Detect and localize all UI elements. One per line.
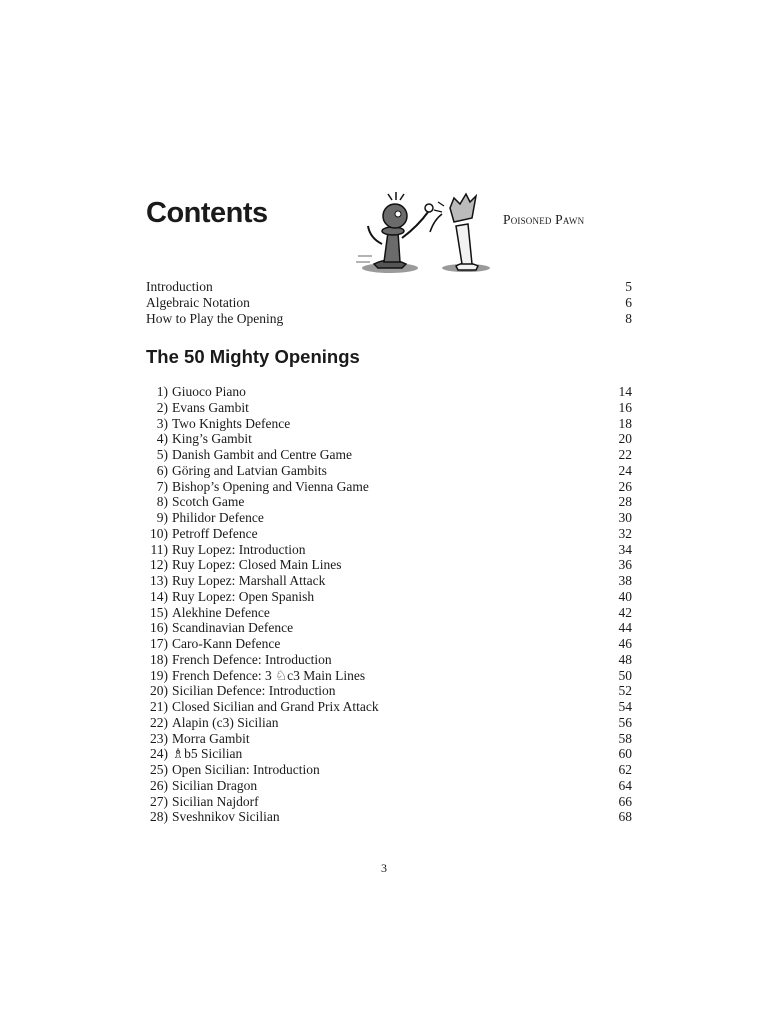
toc-entry-page: 8	[625, 311, 632, 326]
toc-entry-title: Danish Gambit and Centre Game	[172, 447, 352, 462]
toc-entry-title: Evans Gambit	[172, 399, 249, 415]
toc-entry-number: 4)	[156, 431, 168, 447]
toc-entry-number: 18)	[150, 651, 168, 667]
toc-entry[interactable]	[146, 479, 632, 495]
toc-entry-number: 7)	[156, 478, 168, 494]
toc-entry[interactable]	[146, 311, 632, 327]
toc-entry-title: Closed Sicilian and Grand Prix Attack	[172, 699, 379, 714]
toc-entry[interactable]	[146, 400, 632, 416]
toc-entry-page: 24	[618, 462, 632, 478]
toc-entry-number: 9)	[156, 510, 168, 525]
toc-entry-number: 13)	[150, 573, 168, 588]
toc-entry-page: 54	[618, 699, 632, 714]
toc-entry-page: 42	[618, 604, 632, 620]
toc-entry-page: 64	[618, 777, 632, 793]
toc-entry-title: Sveshnikov Sicilian	[172, 809, 280, 825]
toc-entry-page: 34	[618, 541, 632, 557]
toc-entry-page: 32	[618, 525, 632, 541]
toc-entry-title: King’s Gambit	[172, 431, 252, 447]
toc-entry-number: 19)	[150, 667, 168, 683]
toc-entry-page: 48	[618, 651, 632, 667]
page-title: Contents	[146, 197, 268, 229]
toc-entry[interactable]	[146, 526, 632, 542]
toc-entry-page: 28	[618, 494, 632, 510]
toc-entry-title: French Defence: 3 ♘c3 Main Lines	[172, 667, 366, 683]
page-number: 3	[381, 861, 387, 875]
section-heading: The 50 Mighty Openings	[146, 346, 360, 367]
toc-entry-page: 50	[618, 667, 632, 683]
toc-entry-title: Scandinavian Defence	[172, 620, 294, 636]
toc-entry[interactable]	[146, 279, 632, 295]
toc-entry-number: 12)	[150, 557, 168, 573]
toc-entry-number: 23)	[150, 730, 168, 746]
toc-entry[interactable]	[146, 384, 632, 400]
toc-entry-page: 26	[618, 478, 632, 494]
toc-entry[interactable]	[146, 746, 632, 762]
toc-entry-page: 68	[618, 809, 632, 825]
toc-entry[interactable]	[146, 463, 632, 479]
toc-entry[interactable]	[146, 295, 632, 311]
chess-pieces-cartoon-icon	[338, 186, 508, 278]
toc-entry-title: Bishop’s Opening and Vienna Game	[172, 478, 369, 494]
toc-entry-page: 46	[618, 636, 632, 651]
toc-entry-title: Giuoco Piano	[172, 384, 246, 399]
toc-entry[interactable]	[146, 778, 632, 794]
toc-entry[interactable]	[146, 652, 632, 668]
toc-entry-title: Sicilian Defence: Introduction	[172, 683, 336, 699]
toc-entry[interactable]	[146, 794, 632, 810]
toc-entry-title: Two Knights Defence	[172, 415, 291, 431]
toc-entry-title: Ruy Lopez: Closed Main Lines	[172, 557, 342, 573]
toc-entry[interactable]	[146, 668, 632, 684]
toc-entry[interactable]	[146, 447, 632, 463]
toc-entry[interactable]	[146, 809, 632, 825]
toc-entry-number: 14)	[150, 588, 168, 604]
toc-entry[interactable]	[146, 542, 632, 558]
toc-entry-number: 15)	[150, 604, 168, 620]
toc-entry-title: Morra Gambit	[172, 730, 250, 746]
toc-entry-page: 30	[618, 510, 632, 525]
toc-entry-page: 66	[618, 793, 632, 809]
toc-entry-title: Open Sicilian: Introduction	[172, 762, 320, 777]
toc-entry-page: 22	[618, 447, 632, 462]
toc-entry-page: 40	[618, 588, 632, 604]
toc-entry-page: 16	[618, 399, 632, 415]
toc-entry-number: 11)	[150, 541, 168, 557]
toc-entry-number: 28)	[150, 809, 168, 825]
toc-entry-title: Sicilian Dragon	[172, 777, 258, 793]
toc-entry-number: 6)	[156, 462, 168, 478]
toc-entry[interactable]	[146, 683, 632, 699]
toc-entry-number: 25)	[150, 762, 168, 777]
toc-entry-page: 14	[618, 384, 632, 399]
toc-entry-number: 10)	[150, 525, 168, 541]
toc-entry-title: Algebraic Notation	[146, 295, 250, 310]
toc-entry[interactable]	[146, 416, 632, 432]
toc-entry-page: 6	[625, 295, 632, 310]
toc-entry-number: 21)	[150, 699, 168, 714]
toc-entry-title: Introduction	[146, 279, 213, 294]
toc-entry[interactable]	[146, 636, 632, 652]
toc-entry-page: 60	[618, 746, 632, 762]
toc-entry-title: How to Play the Opening	[146, 311, 284, 326]
toc-entry[interactable]	[146, 605, 632, 621]
toc-entry-page: 36	[618, 557, 632, 573]
toc-entry-page: 62	[618, 762, 632, 777]
toc-entry[interactable]	[146, 731, 632, 747]
toc-entry[interactable]	[146, 620, 632, 636]
toc-entry-title: Petroff Defence	[172, 525, 258, 541]
toc-entry-number: 22)	[150, 714, 168, 730]
toc-entry-page: 44	[618, 620, 632, 636]
toc-entry-number: 8)	[156, 494, 168, 510]
toc-entry[interactable]	[146, 715, 632, 731]
toc-entry-number: 17)	[150, 636, 168, 651]
toc-entry-title: Caro-Kann Defence	[172, 636, 281, 651]
toc-entry-title: Philidor Defence	[172, 510, 264, 525]
toc-entry-number: 16)	[150, 620, 168, 636]
toc-entry-title: Scotch Game	[172, 494, 245, 510]
toc-entry-title: French Defence: Introduction	[172, 651, 332, 667]
illustration-caption: Poisoned Pawn	[503, 212, 585, 227]
toc-entry[interactable]	[146, 431, 632, 447]
toc-entry-title: Ruy Lopez: Marshall Attack	[172, 573, 326, 588]
toc-entry-page: 20	[618, 431, 632, 447]
toc-entry-number: 1)	[156, 384, 168, 399]
toc-entry-number: 24)	[150, 746, 168, 762]
toc-entry-number: 3)	[156, 415, 168, 431]
toc-entry[interactable]	[146, 589, 632, 605]
toc-entry-title: Ruy Lopez: Open Spanish	[172, 588, 315, 604]
toc-entry-number: 26)	[150, 777, 168, 793]
toc-entry-number: 20)	[150, 683, 168, 699]
toc-entry[interactable]	[146, 573, 632, 589]
toc-entry[interactable]	[146, 762, 632, 778]
toc-entry-title: ♗b5 Sicilian	[172, 746, 243, 762]
toc-entry-number: 5)	[156, 447, 168, 462]
toc-entry-title: Alekhine Defence	[172, 604, 270, 620]
toc-entry-page: 18	[618, 415, 632, 431]
toc-entry[interactable]	[146, 494, 632, 510]
toc-entry-title: Göring and Latvian Gambits	[172, 462, 327, 478]
toc-entry-title: Alapin (c3) Sicilian	[172, 714, 279, 730]
toc-entry-page: 38	[618, 573, 632, 588]
toc-entry-title: Sicilian Najdorf	[172, 793, 259, 809]
toc-entry-page: 56	[618, 714, 632, 730]
toc-entry-title: Ruy Lopez: Introduction	[172, 541, 306, 557]
toc-entry[interactable]	[146, 699, 632, 715]
toc-entry-number: 27)	[150, 793, 168, 809]
toc-entry-page: 58	[618, 730, 632, 746]
toc-entry-number: 2)	[156, 399, 168, 415]
toc-entry-page: 5	[625, 279, 632, 294]
toc-entry[interactable]	[146, 557, 632, 573]
toc-entry[interactable]	[146, 510, 632, 526]
toc-entry-page: 52	[618, 683, 632, 699]
